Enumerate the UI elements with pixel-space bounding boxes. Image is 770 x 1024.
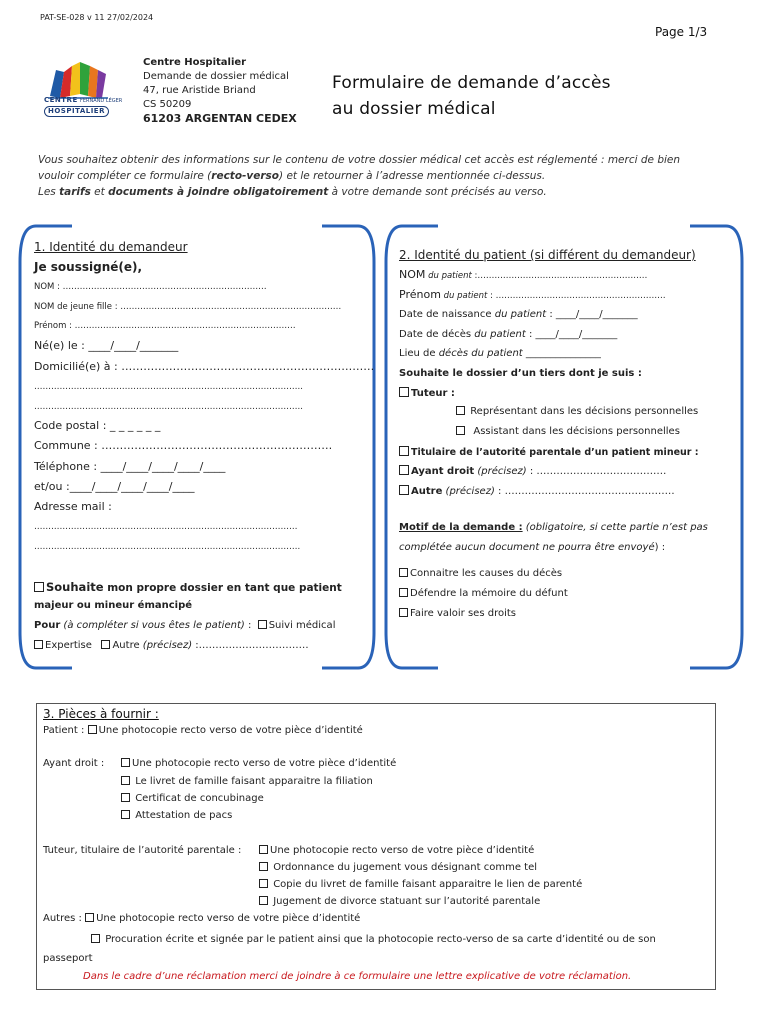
tuteur-label: Tuteur, titulaire de l’autorité parentale : [43, 845, 242, 856]
ayant-droit-checkbox[interactable] [399, 465, 409, 475]
hospital-address [143, 56, 297, 126]
nom-field[interactable]: NOM : ……………………………………………………………… [34, 282, 267, 292]
form-title-line2: au dossier médical [332, 99, 496, 119]
ayant-droit-option: Ayant droit (précisez) : ………………………………… [399, 465, 666, 477]
representant-option: Représentant dans les décisions personnelles [456, 406, 698, 417]
section-patient [378, 222, 750, 672]
ayant-item-checkbox[interactable] [121, 758, 130, 767]
motif-droits-option: Faire valoir ses droits [399, 608, 516, 619]
section2-title: 2. Identité du patient (si différent du demandeur) [399, 248, 696, 262]
expertise-label: Expertise [45, 640, 92, 651]
procuration-item-cont: passeport [43, 953, 93, 964]
autre-option: Autre (précisez) : …………………………………………… [399, 485, 675, 497]
tuteur-item: Copie du livret de famille faisant apparaitre le lien de parenté [259, 879, 582, 890]
tiers-label: Souhaite le dossier d’un tiers dont je suis : [399, 368, 642, 379]
form-title [332, 70, 611, 122]
commune-field[interactable]: Commune : ……………………………………………………… [34, 439, 333, 452]
adresse-mail-line2[interactable]: …………………………………………………………………………………. [34, 542, 301, 552]
tuteur-item-checkbox[interactable] [259, 862, 268, 871]
ayant-item-checkbox[interactable] [121, 776, 130, 785]
logo-graphic-icon [44, 60, 116, 100]
patient-nom-field[interactable]: NOM du patient :…………………………………………………… [399, 268, 648, 281]
ayant-item: Attestation de pacs [121, 810, 232, 821]
form-title-line1: Formulaire de demande d’accès [332, 73, 611, 93]
adresse-mail-label: Adresse mail : [34, 500, 112, 513]
intro-line1: Vous souhaitez obtenir des informations sur le contenu de votre dossier médical cet accès est réglementé : merci de bien [38, 154, 681, 166]
representant-checkbox[interactable] [456, 406, 465, 415]
patient-naissance-field[interactable]: Date de naissance du patient : ____/____/_______ [399, 309, 638, 320]
logo-caption [44, 96, 124, 117]
je-soussigne-label: Je soussigné(e), [34, 260, 143, 274]
patient-prenom-field[interactable]: Prénom du patient : …………………………………………………… [399, 288, 666, 301]
majeur-mineur-label: majeur ou mineur émancipé [34, 600, 193, 611]
document-reference: PAT-SE-028 v 11 27/02/2024 [40, 13, 154, 22]
motif-line2: complétée aucun document ne pourra être envoyé) : [399, 542, 666, 553]
patient-lieu-deces-field[interactable]: Lieu de décès du patient _______________ [399, 348, 601, 359]
assistant-option: Assistant dans les décisions personnelles [456, 426, 680, 437]
pour-line: Pour (à compléter si vous êtes le patient) : Suivi médical [34, 620, 336, 631]
memoire-defunt-checkbox[interactable] [399, 588, 408, 597]
nom-jeune-fille-field[interactable]: NOM de jeune fille : …………………………………………………………………… [34, 302, 342, 312]
adresse-mail-line1[interactable]: ………………………………………………………………………………… [34, 522, 298, 532]
logo-text-tag: FERNAND LÉGER [79, 98, 123, 104]
tuteur-item: Jugement de divorce statuant sur l’autorité parentale [259, 896, 540, 907]
section-demandeur [12, 222, 382, 672]
souhaite-propre-dossier: Souhaite mon propre dossier en tant que patient [34, 580, 342, 594]
motif-line1: Motif de la demande : (obligatoire, si cette partie n’est pas [399, 522, 708, 533]
motif-memoire-option: Défendre la mémoire du défunt [399, 588, 568, 599]
ayant-droit-label: Ayant droit : [43, 758, 105, 769]
tuteur-option: Tuteur : [399, 387, 455, 399]
tuteur-item-checkbox[interactable] [259, 845, 268, 854]
tuteur-item-checkbox[interactable] [259, 879, 268, 888]
date-naissance-field[interactable]: Né(e) le : ____/____/_______ [34, 339, 179, 352]
telephone-alt-field[interactable]: et/ou :____/____/____/____/____ [34, 480, 195, 493]
domicile-field[interactable]: Domicilié(e) à : …………………………………………………………… [34, 360, 375, 373]
section-pieces-a-fournir [36, 703, 716, 990]
tuteur-checkbox[interactable] [399, 387, 409, 397]
intro-line2: vouloir compléter ce formulaire (recto-verso) et le retourner à l’adresse mentionnée ci-dessus. [38, 170, 546, 182]
ayant-item: Une photocopie recto verso de votre pièce d’identité [121, 758, 396, 769]
telephone-field[interactable]: Téléphone : ____/____/____/____/____ [34, 460, 226, 473]
ayant-item-checkbox[interactable] [121, 810, 130, 819]
pour-options: Expertise Autre (précisez) :…………………………… [34, 640, 309, 651]
reclamation-note: Dans le cadre d’une réclamation merci de joindre à ce formulaire une lettre explicative de votre réclamation. [83, 971, 632, 982]
tuteur-item-checkbox[interactable] [259, 896, 268, 905]
pieces-autres: Autres : Une photocopie recto verso de votre pièce d’identité [43, 913, 361, 924]
address-line2: 47, rue Aristide Briand [143, 85, 256, 96]
ayant-item: Le livret de famille faisant apparaitre la filiation [121, 776, 373, 787]
suivi-medical-label: Suivi médical [268, 620, 336, 631]
motif-causes-option: Connaitre les causes du décès [399, 568, 562, 579]
intro-line3: Les tarifs et documents à joindre obligatoirement à votre demande sont précisés au verso. [38, 186, 547, 198]
patient-deces-field[interactable]: Date de décès du patient : ____/____/_______ [399, 329, 618, 340]
procuration-checkbox[interactable] [91, 934, 100, 943]
motif-label: Motif de la demande : [399, 522, 523, 533]
souhaite-propre-checkbox[interactable] [34, 582, 44, 592]
intro-text [38, 152, 738, 200]
address-line3: CS 50209 [143, 99, 192, 110]
logo-text-centre: CENTRE [44, 96, 78, 104]
autre-tiers-checkbox[interactable] [399, 485, 409, 495]
address-city: 61203 ARGENTAN CEDEX [143, 112, 297, 125]
logo-text-hospitalier: HOSPITALIER [44, 106, 109, 117]
autres-piece-checkbox[interactable] [85, 913, 94, 922]
code-postal-field[interactable]: Code postal : _ _ _ _ _ _ [34, 419, 161, 432]
procuration-item: Procuration écrite et signée par le patient ainsi que la photocopie recto-verso de sa carte d’identité ou de son [91, 934, 656, 945]
prenom-field[interactable]: Prénom : …………………………………………………………………… [34, 321, 296, 331]
faire-valoir-droits-checkbox[interactable] [399, 608, 408, 617]
assistant-checkbox[interactable] [456, 426, 465, 435]
domicile-line3[interactable]: ………………………………………………………………………………….. [34, 402, 303, 412]
section3-title: 3. Pièces à fournir : [43, 707, 159, 721]
ayant-item: Certificat de concubinage [121, 793, 264, 804]
section1-title: 1. Identité du demandeur [34, 240, 188, 254]
suivi-medical-checkbox[interactable] [258, 620, 267, 629]
titulaire-checkbox[interactable] [399, 446, 409, 456]
autre-checkbox[interactable] [101, 640, 110, 649]
domicile-line2[interactable]: ………………………………………………………………………………….. [34, 382, 303, 392]
page-number: Page 1/3 [655, 25, 708, 39]
ayant-item-checkbox[interactable] [121, 793, 130, 802]
tuteur-item: Ordonnance du jugement vous désignant comme tel [259, 862, 537, 873]
causes-deces-checkbox[interactable] [399, 568, 408, 577]
tuteur-item: Une photocopie recto verso de votre pièce d’identité [259, 845, 534, 856]
expertise-checkbox[interactable] [34, 640, 43, 649]
address-line1: Demande de dossier médical [143, 71, 289, 82]
titulaire-option: Titulaire de l’autorité parentale d’un patient mineur : [399, 446, 699, 458]
patient-piece-checkbox[interactable] [88, 725, 97, 734]
address-name: Centre Hospitalier [143, 57, 247, 68]
pieces-patient: Patient : Une photocopie recto verso de votre pièce d’identité [43, 725, 363, 736]
